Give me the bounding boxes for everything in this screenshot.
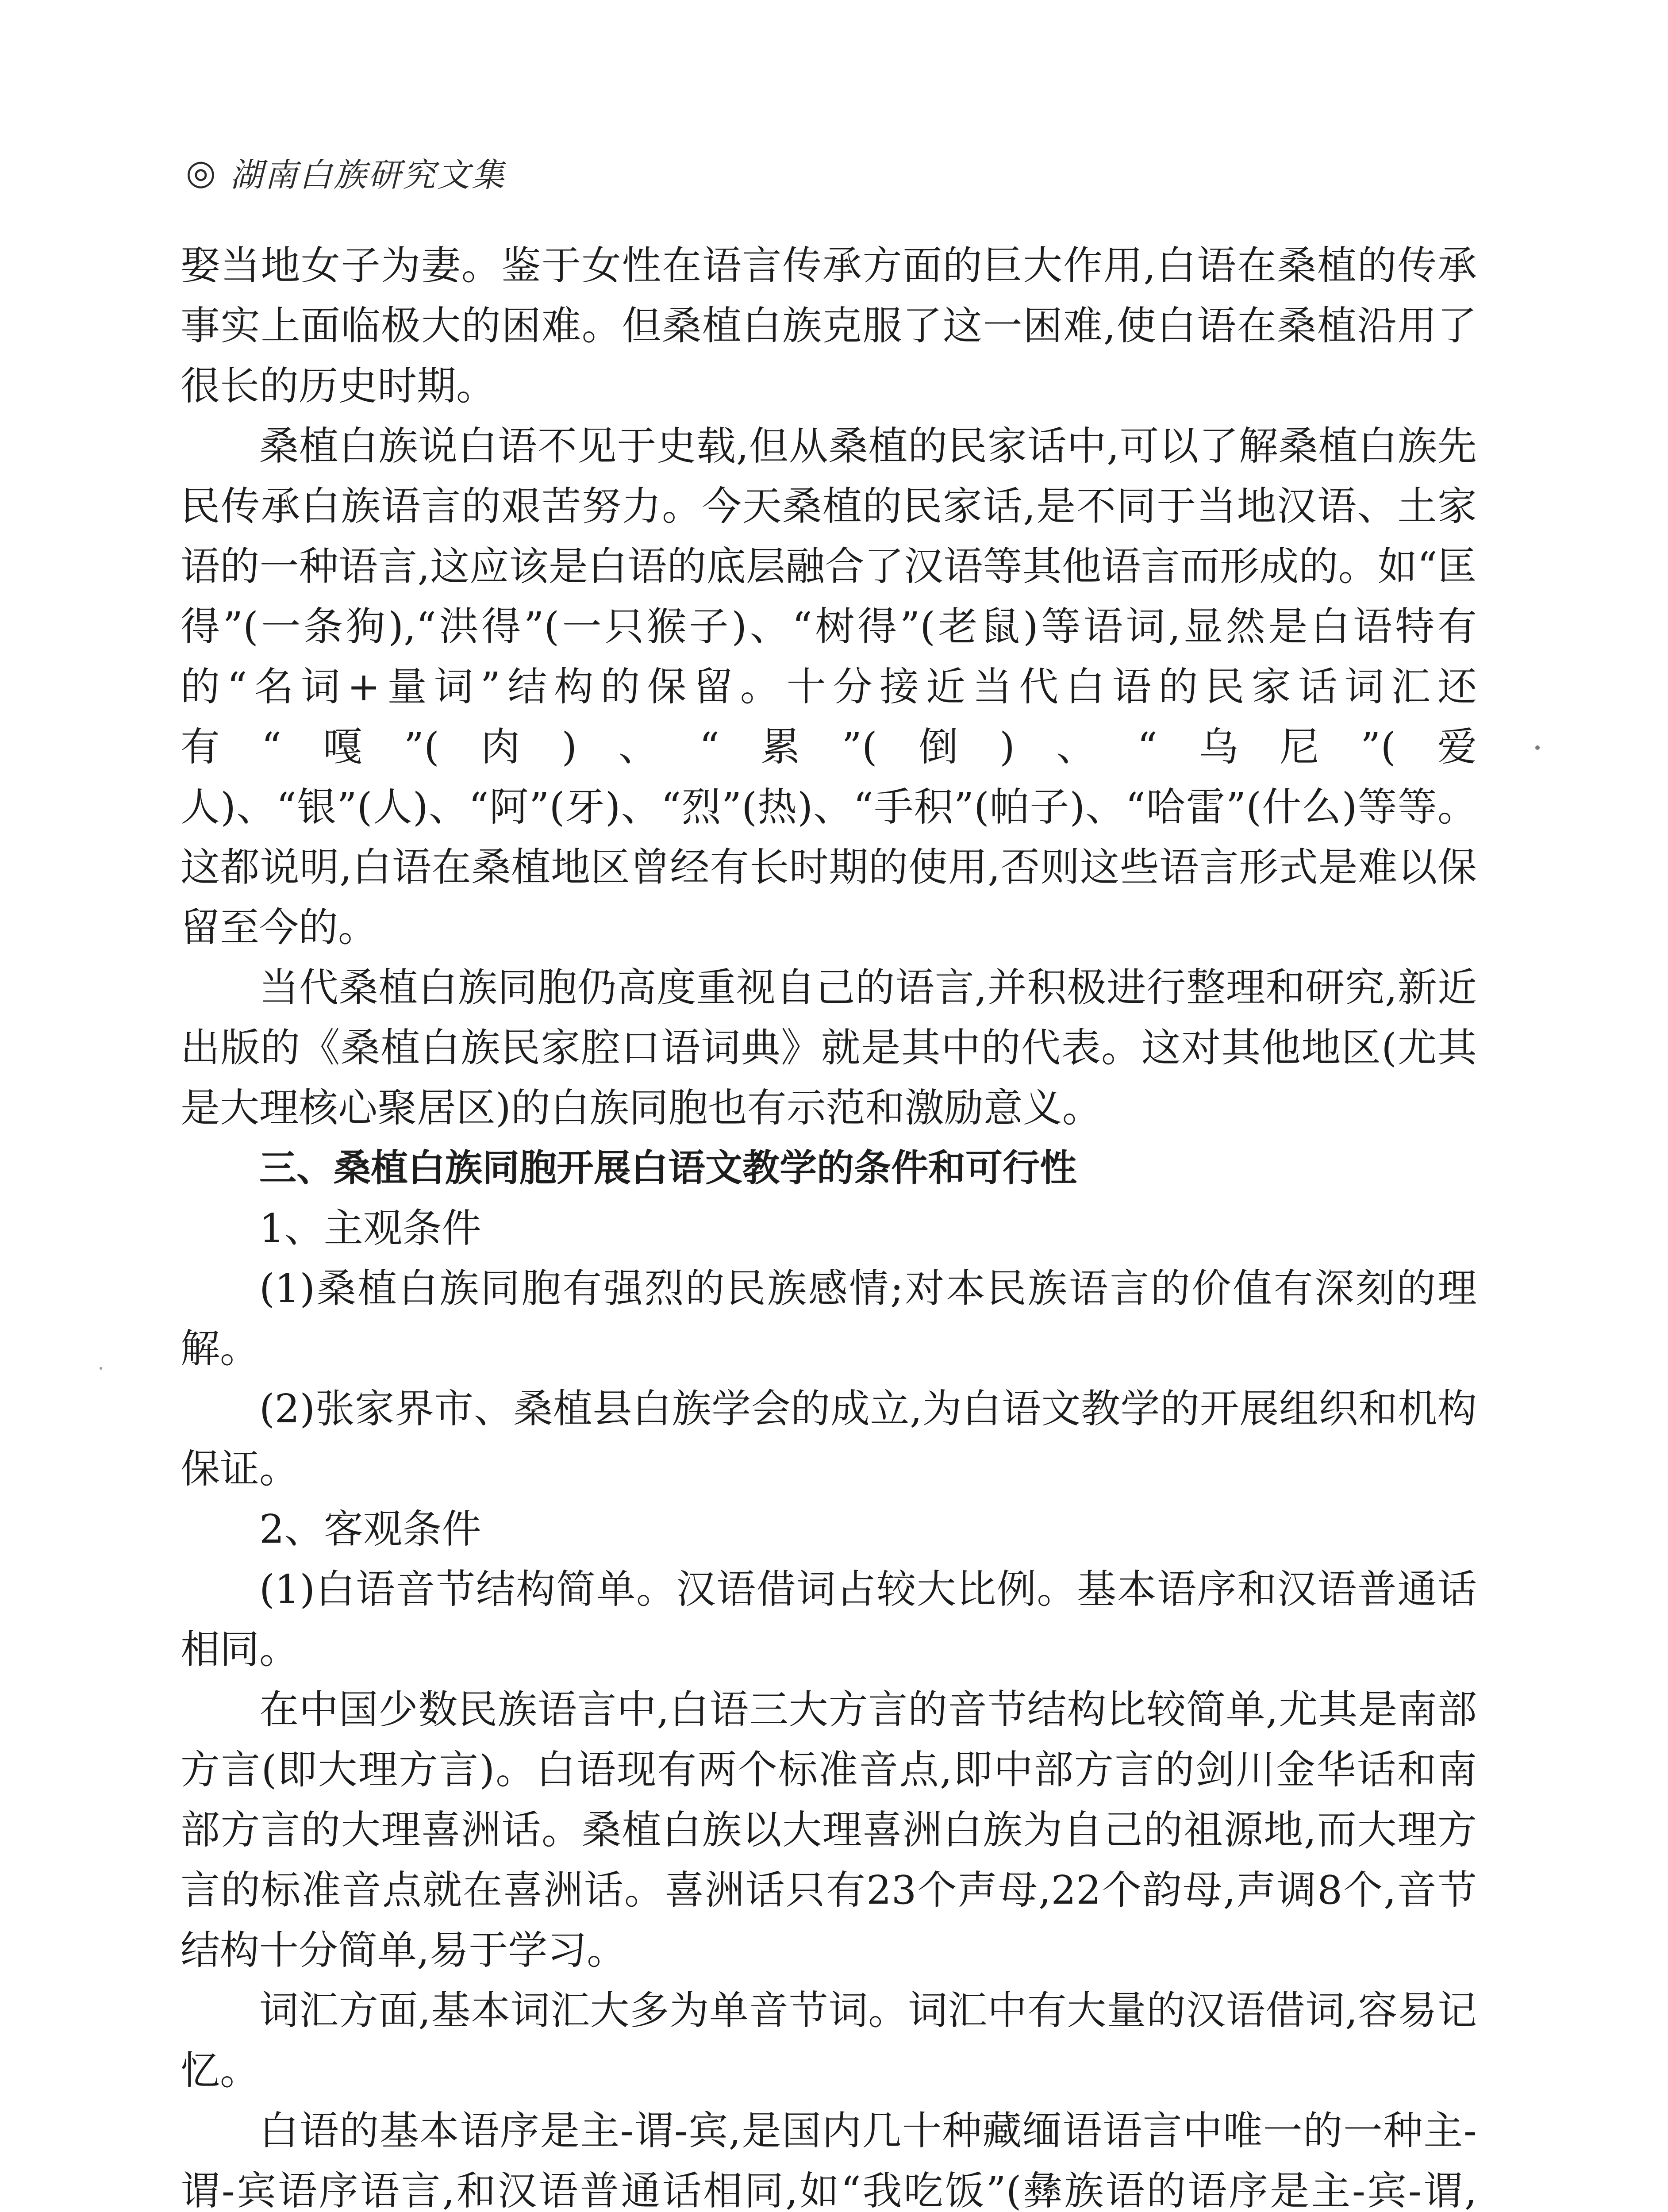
paragraph: 词汇方面,基本词汇大多为单音节词。词汇中有大量的汉语借词,容易记忆。 (181, 1987, 1477, 2093)
running-header (186, 148, 506, 197)
header-bullet-icon: ◎ (186, 153, 218, 192)
paragraph-continued: 娶当地女子为妻。鉴于女性在语言传承方面的巨大作用,白语在桑植的传承事实上面临极大的困难。但桑植白族克服了这一困难,使白语在桑植沿用了很长的历史时期。 (181, 242, 1477, 409)
list-item: (2)张家界市、桑植县白族学会的成立,为白语文教学的开展组织和机构保证。 (181, 1386, 1477, 1492)
list-item: (1)白语音节结构简单。汉语借词占较大比例。基本语序和汉语普通话相同。 (181, 1566, 1477, 1672)
paragraph: 当代桑植白族同胞仍高度重视自己的语言,并积极进行整理和研究,新近出版的《桑植白族民家腔口语词典》就是其中的代表。这对其他地区(尤其是大理核心聚居区)的白族同胞也有示范和激励意义。 (181, 964, 1477, 1131)
book-title: 湖南白族研究文集 (230, 156, 507, 194)
paragraph: 白语的基本语序是主-谓-宾,是国内几十种藏缅语语言中唯一的一种主-谓-宾语序语言,和汉语普通话相同,如“我吃饭”(彝族语的语序是主-宾-谓, (181, 2108, 1477, 2212)
scan-speck (1535, 745, 1540, 750)
body-text (181, 235, 1477, 2212)
list-item: (1)桑植白族同胞有强烈的民族感情;对本民族语言的价值有深刻的理解。 (181, 1265, 1477, 1371)
section-heading: 三、桑植白族同胞开展白语文教学的条件和可行性 (259, 1146, 1077, 1190)
paragraph: 桑植白族说白语不见于史载,但从桑植的民家话中,可以了解桑植白族先民传承白族语言的艰苦努力。今天桑植的民家话,是不同于当地汉语、土家语的一种语言,这应该是白语的底层融合了汉语等其他语言而形成的。如“匡得”(一条狗),“洪得”(一只猴子)、“树得”(老鼠)等语词,显然是白语特有的“名词+量词”结构的保留。十分接近当代白语的民家话词汇还有“嘎”(肉)、“累”(倒)、“乌尼”(爱人)、“银”(人)、“阿”(牙)、“烈”(热)、“手积”(帕子)、“哈雷”(什么)等等。这都说明,白语在桑植地区曾经有长时期的使用,否则这些语言形式是难以保留至今的。 (181, 423, 1477, 950)
subsection-heading: 2、客观条件 (259, 1506, 481, 1552)
scan-speck (100, 1367, 102, 1370)
paragraph: 在中国少数民族语言中,白语三大方言的音节结构比较简单,尤其是南部方言(即大理方言)。白语现有两个标准音点,即中部方言的剑川金华话和南部方言的大理喜洲话。桑植白族以大理喜洲白族为自己的祖源地,而大理方言的标准音点就在喜洲话。喜洲话只有23个声母,22个韵母,声调8个,音节结构十分简单,易于学习。 (181, 1686, 1477, 1973)
subsection-heading: 1、主观条件 (259, 1205, 481, 1251)
